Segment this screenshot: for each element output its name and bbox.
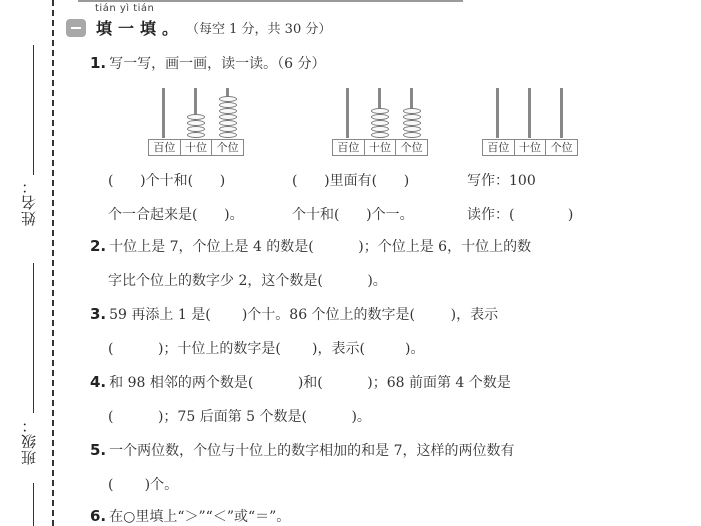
ones-label: 个位: [216, 141, 239, 154]
abacus-3-empty[interactable]: [482, 84, 578, 156]
section-pinyin: tián yì tián: [95, 3, 155, 14]
question-text: 一个两位数，个位与十位上的数字相加的和是 7，这样的两位数有: [109, 443, 515, 459]
question-1: [90, 53, 326, 73]
place-value-labels: [148, 139, 244, 156]
hundreds-rod: [496, 88, 499, 138]
question-4-continued[interactable]: ( )；75 后面第 5 个数是( )。: [108, 409, 371, 425]
extra-write-line: [33, 483, 34, 526]
question-3: [90, 304, 498, 324]
section-score-note: （每空 1 分，共 30 分）: [186, 22, 332, 37]
section-heading: [66, 16, 331, 39]
abacus-1: [148, 84, 244, 156]
binding-dashed-line: [52, 0, 54, 526]
hundreds-rod: [346, 88, 349, 138]
ones-beads: [219, 96, 237, 138]
q1-abacus2-line1[interactable]: ( )里面有( ): [292, 173, 410, 189]
tens-label: 十位: [365, 140, 397, 155]
name-label: 姓名：: [20, 178, 38, 226]
name-write-line: [33, 45, 34, 175]
question-number: 3.: [90, 305, 107, 323]
question-4: [90, 372, 511, 392]
q1-abacus3-line1: 写作：100: [467, 173, 536, 189]
hundreds-label: 百位: [333, 140, 365, 155]
q1-abacus1-line1[interactable]: ( )个十和( ): [108, 173, 226, 189]
ones-label: 个位: [400, 141, 423, 154]
question-number: 4.: [90, 373, 107, 391]
hundreds-rod: [162, 88, 165, 138]
question-number: 5.: [90, 441, 107, 459]
hundreds-label: 百位: [483, 140, 515, 155]
question-number: 6.: [90, 507, 107, 525]
hundreds-label: 百位: [149, 140, 181, 155]
abacus-2: [332, 84, 428, 156]
place-value-labels: [332, 139, 428, 156]
q1-abacus2-line2[interactable]: 个十和( )个一。: [292, 207, 414, 223]
question-text[interactable]: 59 再添上 1 是( )个十。86 个位上的数字是( )，表示: [109, 307, 499, 323]
question-number: 2.: [90, 237, 107, 255]
tens-label: 十位: [181, 140, 213, 155]
question-5: [90, 440, 515, 460]
section-number-one-icon: [66, 19, 86, 37]
question-text: 写一写，画一画，读一读。（6 分）: [109, 56, 326, 72]
question-number: 1.: [90, 54, 107, 72]
question-3-continued[interactable]: ( )；十位上的数字是( )，表示( )。: [108, 341, 425, 357]
question-text[interactable]: 和 98 相邻的两个数是( )和( )；68 前面第 4 个数是: [109, 375, 511, 391]
q1-abacus3-line2[interactable]: 读作：( ): [467, 207, 574, 223]
ones-rod: [560, 88, 563, 138]
tens-beads: [187, 114, 205, 138]
class-label: 班级：: [20, 417, 38, 465]
question-2: [90, 236, 531, 256]
tens-label: 十位: [515, 140, 547, 155]
top-border-rule: [78, 0, 463, 2]
ones-beads: [403, 108, 421, 138]
question-2-continued[interactable]: 字比个位上的数字少 2，这个数是( )。: [108, 273, 387, 289]
question-text[interactable]: 十位上是 7，个位上是 4 的数是( )；个位上是 6，十位上的数: [109, 239, 532, 255]
class-write-line: [33, 263, 34, 413]
section-title: 填一填。: [96, 19, 185, 38]
tens-rod: [528, 88, 531, 138]
place-value-labels: [482, 139, 578, 156]
question-text: 在○里填上“＞”“＜”或“＝”。: [109, 509, 291, 525]
q1-abacus1-line2[interactable]: 个一合起来是( )。: [108, 207, 244, 223]
ones-label: 个位: [550, 141, 573, 154]
question-6: [90, 506, 290, 526]
tens-beads: [371, 108, 389, 138]
question-5-continued[interactable]: ( )个。: [108, 477, 179, 493]
